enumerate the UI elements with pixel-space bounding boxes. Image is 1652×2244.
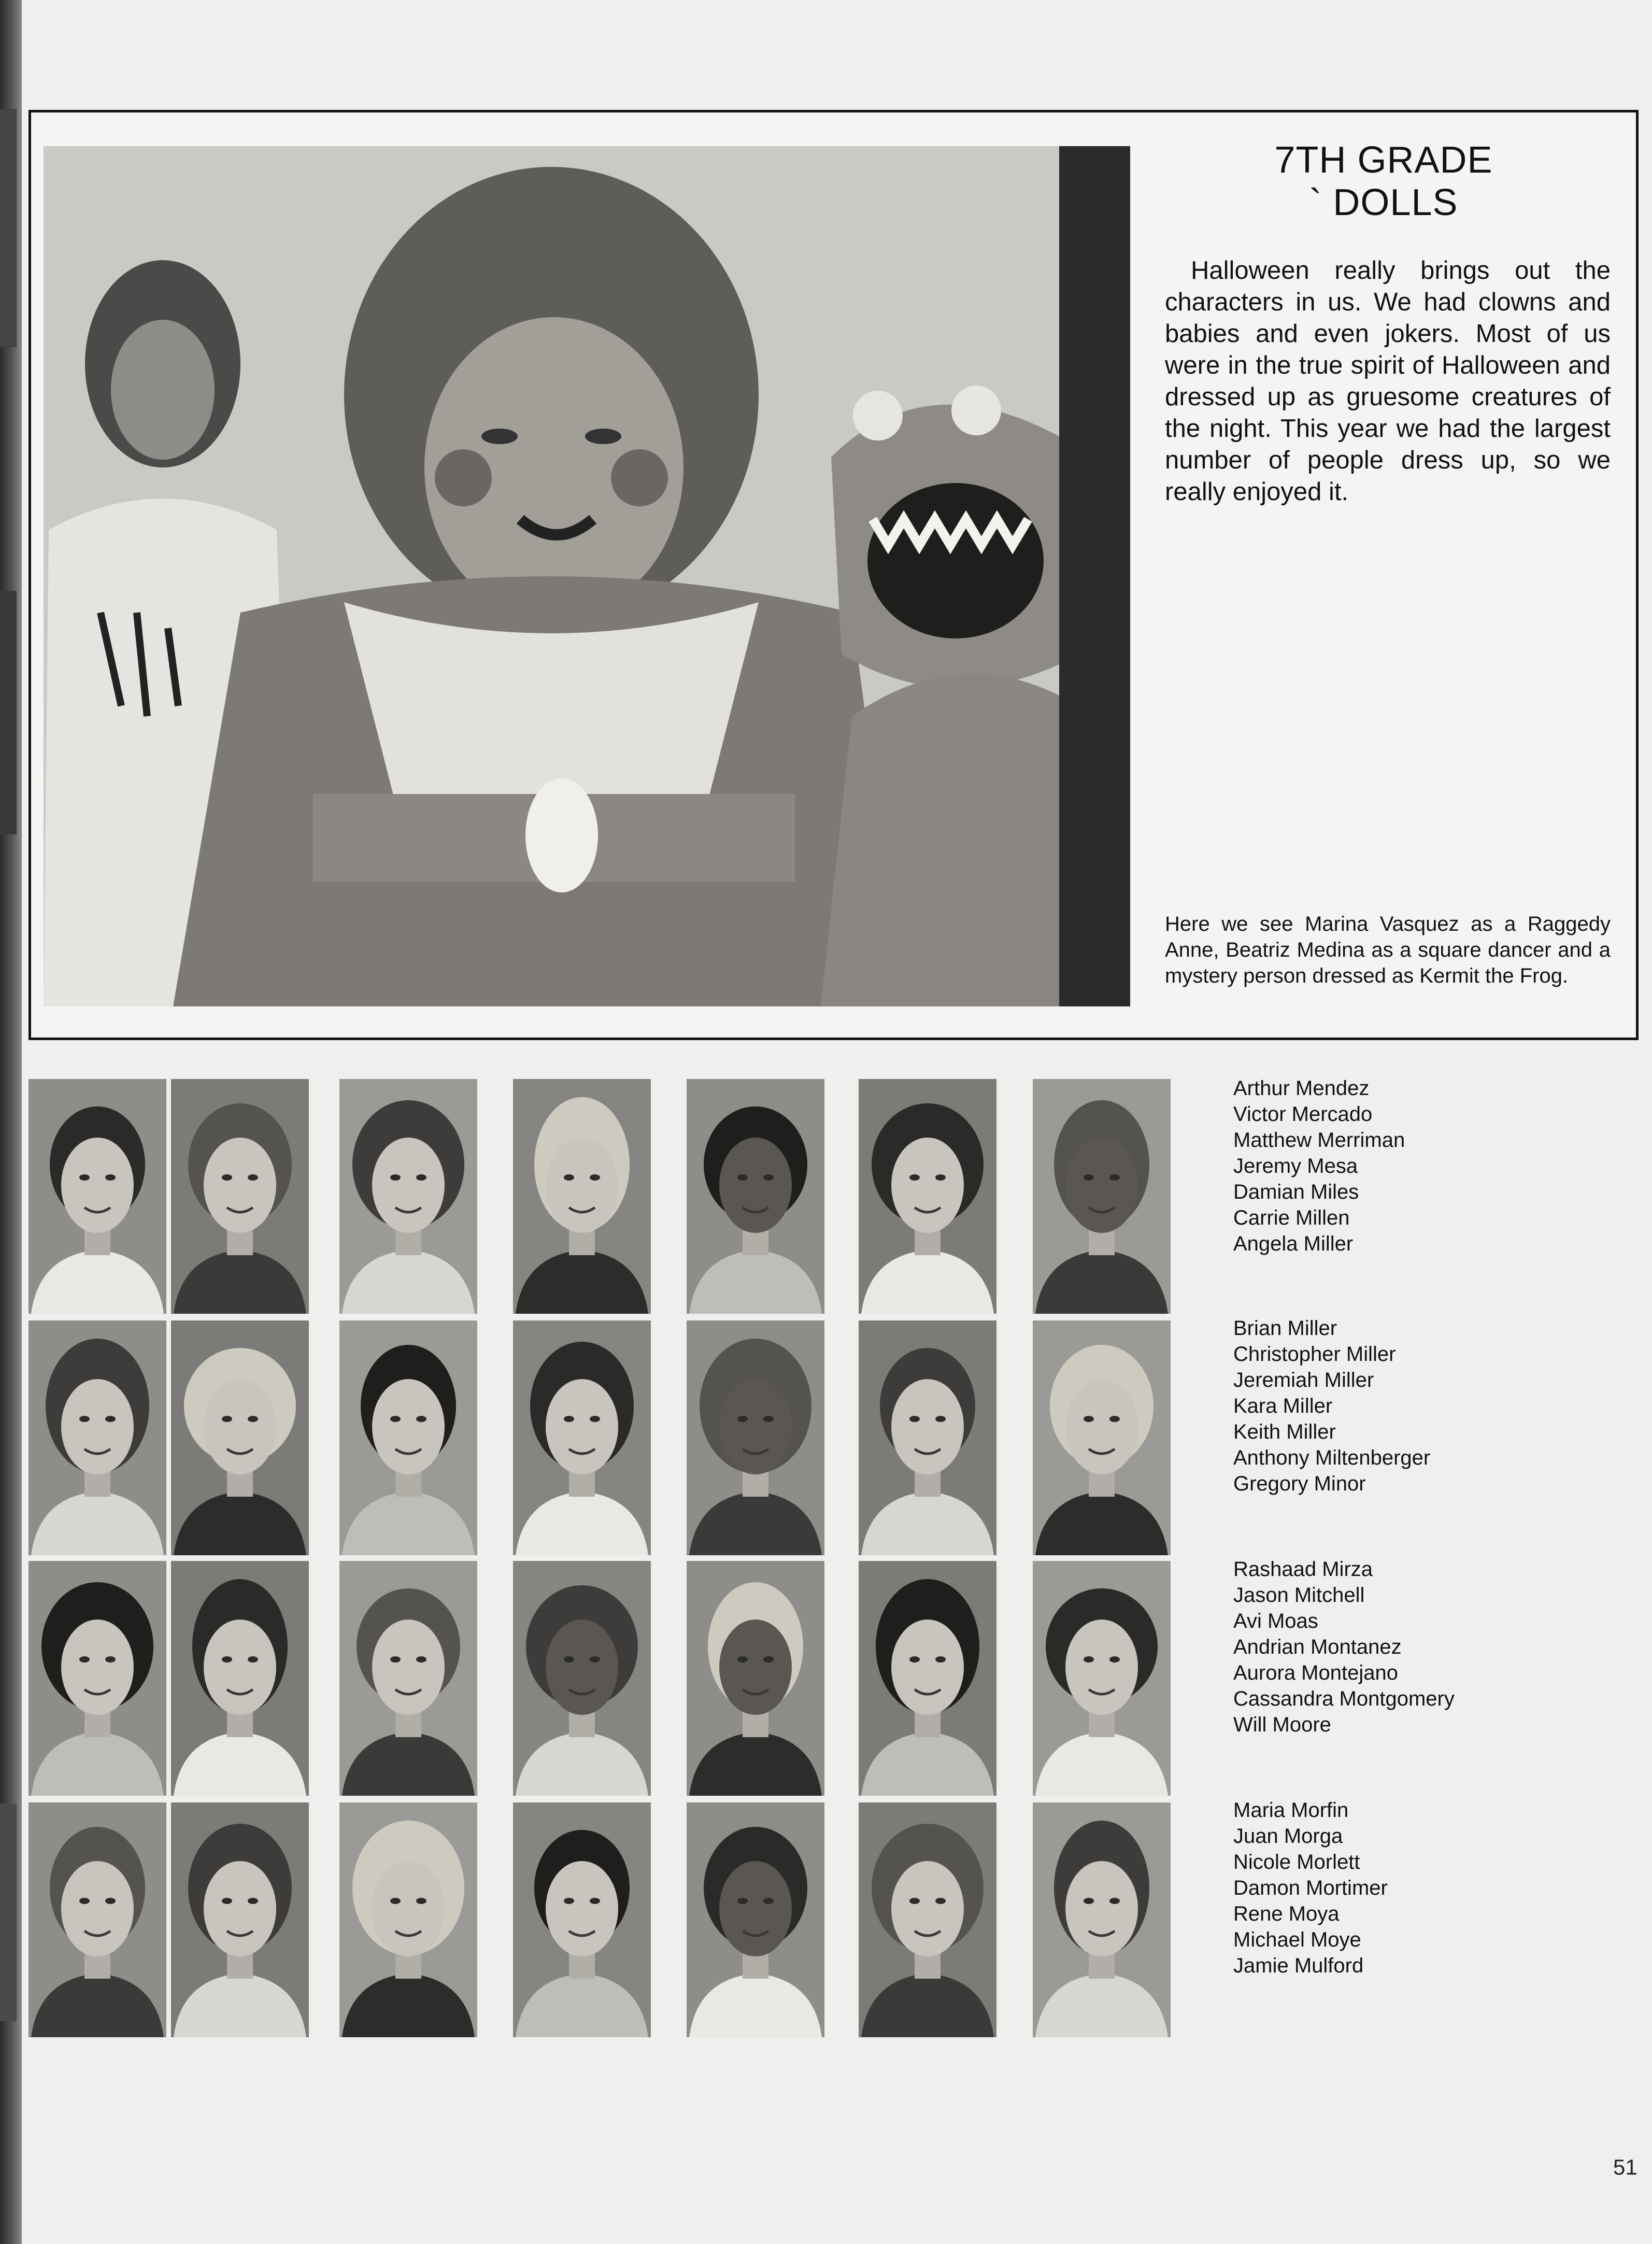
student-name: Cassandra Montgomery	[1233, 1687, 1455, 1710]
student-portrait	[859, 1320, 996, 1555]
student-portrait	[339, 1320, 477, 1555]
student-portrait	[29, 1320, 166, 1555]
student-name: Arthur Mendez	[1233, 1077, 1370, 1100]
student-name: Will Moore	[1233, 1713, 1331, 1736]
student-name: Andrian Montanez	[1233, 1636, 1402, 1658]
student-name: Jeremiah Miller	[1233, 1369, 1374, 1391]
student-portrait	[687, 1802, 824, 2037]
student-name: Victor Mercado	[1233, 1103, 1373, 1126]
facing-page-strip	[0, 591, 17, 834]
student-name: Kara Miller	[1233, 1395, 1333, 1417]
student-portrait	[687, 1320, 824, 1555]
name-list-row-3	[1233, 1556, 1596, 1738]
student-name: Gregory Minor	[1233, 1472, 1366, 1495]
student-name: Damian Miles	[1233, 1181, 1359, 1203]
photo-caption: Here we see Marina Vasquez as a Raggedy Anne, Beatriz Medina as a square dancer and a mystery person dressed as Kermit the Frog.	[1165, 913, 1611, 987]
student-portrait	[1033, 1802, 1171, 2037]
student-name: Juan Morga	[1233, 1825, 1343, 1848]
student-portrait	[29, 1079, 166, 1314]
student-portrait	[513, 1561, 651, 1796]
halloween-costume-photo	[44, 146, 1130, 1006]
student-portrait	[859, 1802, 996, 2037]
student-portrait	[513, 1802, 651, 2037]
page-number: 51	[1613, 2155, 1637, 2179]
student-name: Matthew Merriman	[1233, 1129, 1405, 1152]
student-name: Anthony Miltenberger	[1233, 1446, 1431, 1469]
name-list-row-1	[1233, 1075, 1596, 1257]
student-name: Jamie Mulford	[1233, 1954, 1364, 1977]
student-name: Aurora Montejano	[1233, 1661, 1398, 1684]
student-portrait	[339, 1079, 477, 1314]
feature-title-line-1: 7TH GRADE	[1274, 139, 1493, 181]
facing-page-strip	[0, 1803, 17, 2021]
student-portrait	[1033, 1320, 1171, 1555]
student-name: Avi Moas	[1233, 1610, 1318, 1632]
student-portrait	[171, 1079, 309, 1314]
student-portrait	[513, 1079, 651, 1314]
student-portrait	[1033, 1079, 1171, 1314]
student-name: Michael Moye	[1233, 1928, 1361, 1951]
student-name: Christopher Miller	[1233, 1343, 1396, 1366]
student-portrait	[29, 1802, 166, 2037]
student-portrait	[687, 1079, 824, 1314]
student-portrait	[29, 1561, 166, 1796]
student-name: Rene Moya	[1233, 1902, 1340, 1925]
student-name: Maria Morfin	[1233, 1799, 1349, 1822]
feature-story: Halloween really brings out the characters in us. We had clowns and babies and even jokers. Most of us were in the true spirit of Halloween and dressed up as gruesome creatures of the night. This year we had the largest number of people dress up, so we really enjoyed it.	[1165, 257, 1611, 506]
student-name: Damon Mortimer	[1233, 1877, 1388, 1899]
name-list-row-2	[1233, 1315, 1596, 1497]
student-name: Keith Miller	[1233, 1421, 1336, 1443]
student-portrait	[171, 1561, 309, 1796]
student-name: Jeremy Mesa	[1233, 1155, 1358, 1177]
student-name: Rashaad Mirza	[1233, 1558, 1373, 1581]
student-portrait	[687, 1561, 824, 1796]
student-name: Angela Miller	[1233, 1232, 1354, 1255]
student-name: Jason Mitchell	[1233, 1584, 1365, 1607]
student-portrait	[1033, 1561, 1171, 1796]
student-portrait	[859, 1079, 996, 1314]
student-portrait	[339, 1561, 477, 1796]
student-portrait	[859, 1561, 996, 1796]
student-name: Brian Miller	[1233, 1317, 1337, 1340]
name-list-row-4	[1233, 1797, 1596, 1979]
facing-page-strip	[0, 109, 17, 347]
student-portrait	[171, 1802, 309, 2037]
student-name: Nicole Morlett	[1233, 1851, 1360, 1873]
student-portrait	[513, 1320, 651, 1555]
student-portrait	[171, 1320, 309, 1555]
student-portrait	[339, 1802, 477, 2037]
feature-title-line-2: ` DOLLS	[1309, 182, 1458, 223]
student-name: Carrie Millen	[1233, 1206, 1350, 1229]
